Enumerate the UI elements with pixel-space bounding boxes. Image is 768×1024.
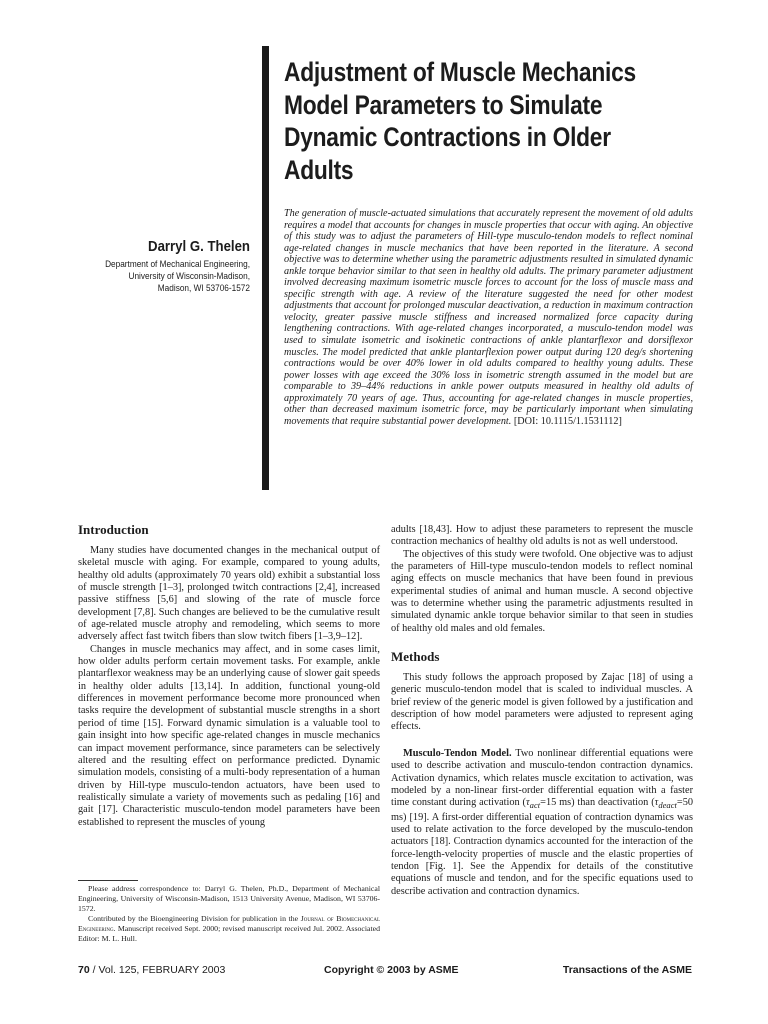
subsection-text: Two nonlinear differential equations were used to describe activation and musculo-tendon contraction dynamics. Activation dynamics, which relates muscle excitation to activation, was modeled by a non-linear first-order differential equation with a faster time constant during activation ( (391, 747, 693, 809)
paper-title (284, 56, 662, 186)
paragraph: The objectives of this study were twofold. One objective was to adjust the parameters of Hill-type musculo-tendon models to reflect nominal aging effects on muscle mechanics that have been found in previous experimental studies of animal and human muscle. A second objective was to determine whether using the parametric adjustments resulted in simulated dynamic ankle torque behavior similar to that seen in studies of healthy old males and old females. (391, 548, 693, 634)
title-line: Model Parameters to Simulate (284, 89, 603, 120)
page-number: 70 (78, 964, 90, 976)
right-column (391, 524, 693, 898)
introduction-heading: Introduction (78, 522, 149, 537)
affiliation-line: Department of Mechanical Engineering, (105, 258, 250, 269)
author-name: Darryl G. Thelen (148, 238, 250, 255)
page-info (78, 964, 225, 976)
title-line: Adjustment of Muscle Mechanics (284, 57, 636, 87)
tau-symbol: τ (525, 797, 530, 809)
title-rule (262, 46, 269, 490)
author-block (60, 238, 250, 294)
subsection-paragraph (391, 748, 693, 898)
footnote-contributed (78, 914, 380, 944)
paragraph: Many studies have documented changes in the mechanical output of skeletal muscle with aging. For example, compared to young adults, healthy old adults (approximately 70 years old) exhibit a substantial loss of muscle strength [1–3], prolonged twitch contractions [2,4], increased passive stiffness [5,6] and slowing of the rate of muscle force development [7,8]. Such changes are believed to be the cumulative result of age-related muscle atrophy and remodeling, which seems to more adversely affect fast twitch fibers than slow twitch fibers [1–3,9–12]. (78, 545, 380, 643)
subsection-heading: Musculo-Tendon Model. (403, 747, 512, 759)
journal-name: Journal of Biomechanical Engineering (78, 914, 380, 934)
footnote-text: Contributed by the Bioengineering Division for publication in the (88, 914, 301, 924)
tau-symbol: τ (654, 797, 659, 809)
title-line: Adults (284, 154, 354, 185)
volume-info: Vol. 125, FEBRUARY 2003 (98, 964, 226, 976)
subscript: act (529, 800, 541, 811)
subscript: deact (658, 800, 677, 811)
footnote-rule (78, 880, 138, 881)
footnote-correspondence: Please address correspondence to: Darryl G. Thelen, Ph.D., Department of Mechanical Engineering, University of Wisconsin-Madison, 1513 University Avenue, Madison, WI 53706-1572. (78, 884, 380, 914)
separator: / (89, 964, 99, 976)
footnotes (78, 884, 380, 945)
doi: [DOI: 10.1115/1.1531112] (513, 415, 622, 427)
paragraph: This study follows the approach proposed by Zajac [18] of using a generic musculo-tendon model that is scaled to individual muscles. A brief review of the generic model is given followed by a justification and description of how model parameters were adjusted to represent aging effects. (391, 672, 693, 733)
subsection-text: =15 ms) than deactivation ( (540, 797, 655, 809)
page-footer (78, 964, 692, 978)
paragraph: Changes in muscle mechanics may affect, and in some cases limit, how older adults perform certain movement tasks. For example, ankle plantarflexor weakness may be an underlying cause of slower gait speeds in healthy older adults [13,14]. In addition, functional young-old differences in movement performance become more pronounced when tasks require the development of substantial muscle strengths in a short period of time [15]. Forward dynamic simulation is a valuable tool to gain insight into how specific age-related changes in muscle mechanics can impact movement performance, since parameters can be selectively altered and the resulting effect on performance predicted. Dynamic simulation models, consisting of a multi-body representation of a human driven by Hill-type musculo-tendon actuators, have been used to realistically simulate a variety of movements such as pedaling [16] and gait [17]. Characteristic musculo-tendon model parameters have been established to represent the muscles of young (78, 643, 380, 828)
paragraph: adults [18,43]. How to adjust these parameters to represent the muscle contraction mechanics of healthy old adults is not as well understood. (391, 524, 693, 548)
abstract (284, 208, 693, 427)
abstract-text: The generation of muscle-actuated simulations that accurately represent the movement of old adults requires a model that accounts for changes in muscle properties that occur with aging. An objective of this study was to adjust the parameters of Hill-type musculo-tendon models to reflect nominal age-related changes in muscle mechanics that have been reported in the literature. A second objective was to determine whether using the parametric adjustments resulted in simulated dynamic ankle torque behavior similar to that seen in healthy old adults. The primary parameter adjustment involved decreasing maximum isometric muscle forces to account for the loss of muscle mass and specific strength with age. A review of the literature suggested the need for other modest adjustments that account for prolonged muscular deactivation, a reduction in maximum contraction velocity, greater passive muscle stiffness and increased normalized force capacity during lengthening contractions. With age-related changes incorporated, a musculo-tendon model was used to simulate isometric and isokinetic contractions of ankle plantarflexor and dorsiflexor muscles. The model predicted that ankle plantarflexion power output during 120 deg/s shortening contractions would be over 40% lower in old adults compared to healthy young adults. These power losses with age exceed the 30% loss in isometric strength assumed in the model but are comparable to 39–44% reductions in ankle power outputs measured in healthy old adults of approximately 70 years of age. Thus, accounting for age-related changes in muscle properties, other than decreased maximum isometric force, may be particularly important when simulating movements that require substantial power development. (284, 208, 693, 427)
subsection-text: =50 ms) [19]. A first-order differential equation of contraction dynamics was used to relate activation to the force developed by the musculo-tendon actuators [18]. Contraction dynamics accounted for the interaction of the force-length-velocity properties of muscle and the elastic properties of tendon [Fig. 1]. See the Appendix for details of the constitutive equations of muscle and tendon, and for the specific equations used to describe activation and contraction dynamics. (391, 797, 694, 897)
left-column (78, 522, 380, 829)
title-line: Dynamic Contractions in Older (284, 122, 611, 152)
journal-title: Transactions of the ASME (562, 964, 692, 976)
affiliation-line: Madison, WI 53706-1572 (157, 282, 250, 293)
copyright: Copyright © 2003 by ASME (324, 964, 459, 976)
footnote-text: . Manuscript received Sept. 2000; revised manuscript received Jul. 2002. Associated Editor: M. L. Hull. (78, 924, 380, 944)
affiliation-line: University of Wisconsin-Madison, (128, 270, 250, 281)
methods-heading: Methods (391, 649, 440, 665)
